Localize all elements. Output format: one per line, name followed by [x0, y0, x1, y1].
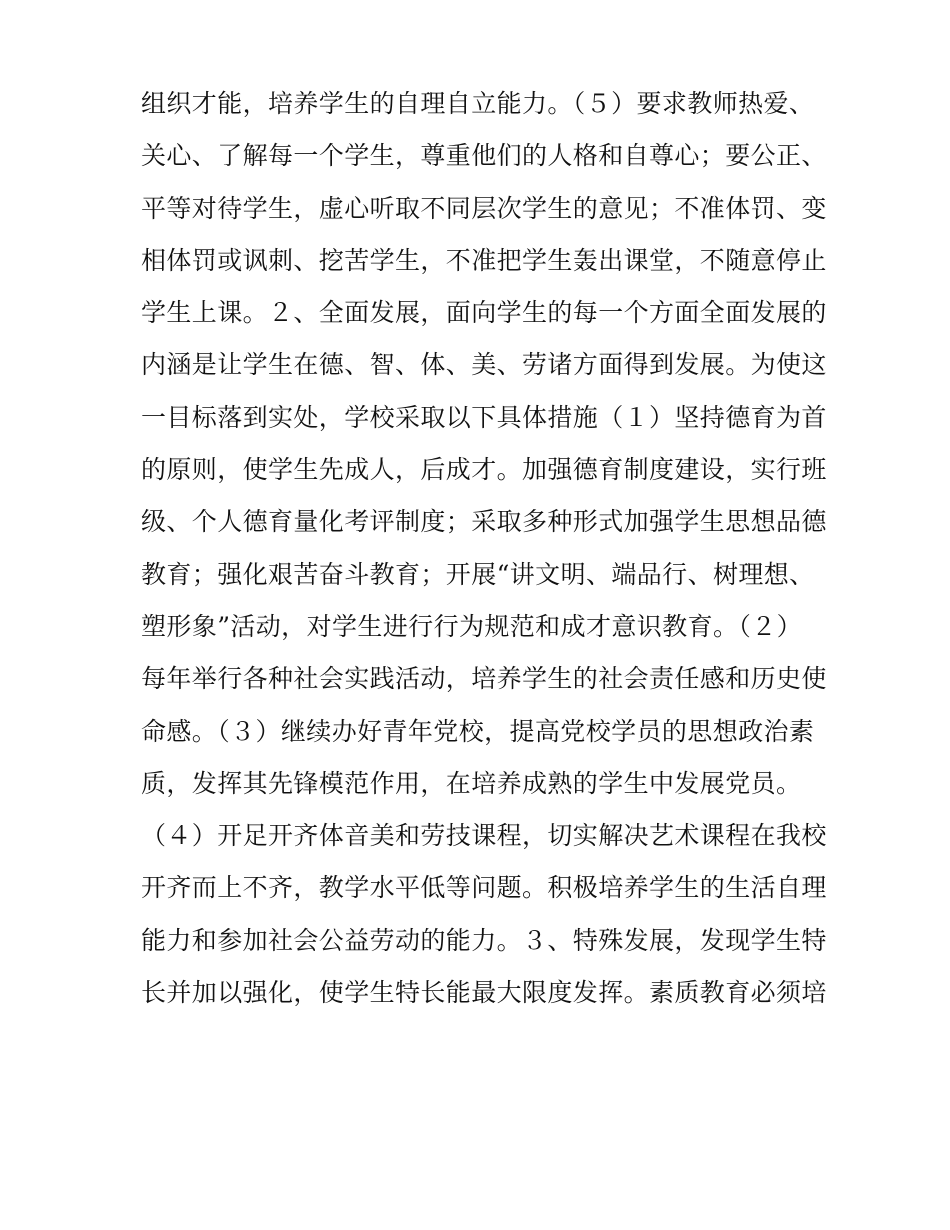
text-line: 的原则，使学生先成人，后成才。加强德育制度建设，实行班: [141, 455, 827, 485]
text-line: 开齐而上不齐，教学水平低等问题。积极培养学生的生活自理: [141, 873, 827, 903]
text-line: 学生上课。２、全面发展，面向学生的每一个方面全面发展的: [141, 298, 827, 328]
text-line: 塑形象”活动，对学生进行行为规范和成才意识教育。（２）: [141, 611, 803, 641]
text-line: 每年举行各种社会实践活动，培养学生的社会责任感和历史使: [141, 664, 827, 694]
text-line: 能力和参加社会公益劳动的能力。３、特殊发展，发现学生特: [141, 925, 827, 955]
text-line: 相体罚或讽刺、挖苦学生，不准把学生轰出课堂，不随意停止: [141, 245, 827, 275]
text-line: 内涵是让学生在德、智、体、美、劳诸方面得到发展。为使这: [141, 350, 827, 380]
text-line: （４）开足开齐体音美和劳技课程，切实解决艺术课程在我校: [141, 821, 827, 851]
text-line: 关心、了解每一个学生，尊重他们的人格和自尊心；要公正、: [141, 141, 827, 171]
text-line: 级、个人德育量化考评制度；采取多种形式加强学生思想品德: [141, 507, 827, 537]
body-text: [141, 78, 827, 1019]
text-line: 命感。（３）继续办好青年党校，提高党校学员的思想政治素: [141, 716, 815, 746]
text-line: 平等对待学生，虚心听取不同层次学生的意见；不准体罚、变: [141, 193, 827, 223]
text-line: 教育；强化艰苦奋斗教育；开展“讲文明、端品行、树理想、: [141, 559, 815, 589]
text-line: 长并加以强化，使学生特长能最大限度发挥。素质教育必须培: [141, 978, 827, 1008]
text-line: 组织才能，培养学生的自理自立能力。（５）要求教师热爱、: [141, 89, 815, 118]
text-line: 一目标落到实处，学校采取以下具体措施（１）坚持德育为首: [141, 402, 827, 432]
text-line: 质，发挥其先锋模范作用，在培养成熟的学生中发展党员。: [141, 768, 802, 798]
